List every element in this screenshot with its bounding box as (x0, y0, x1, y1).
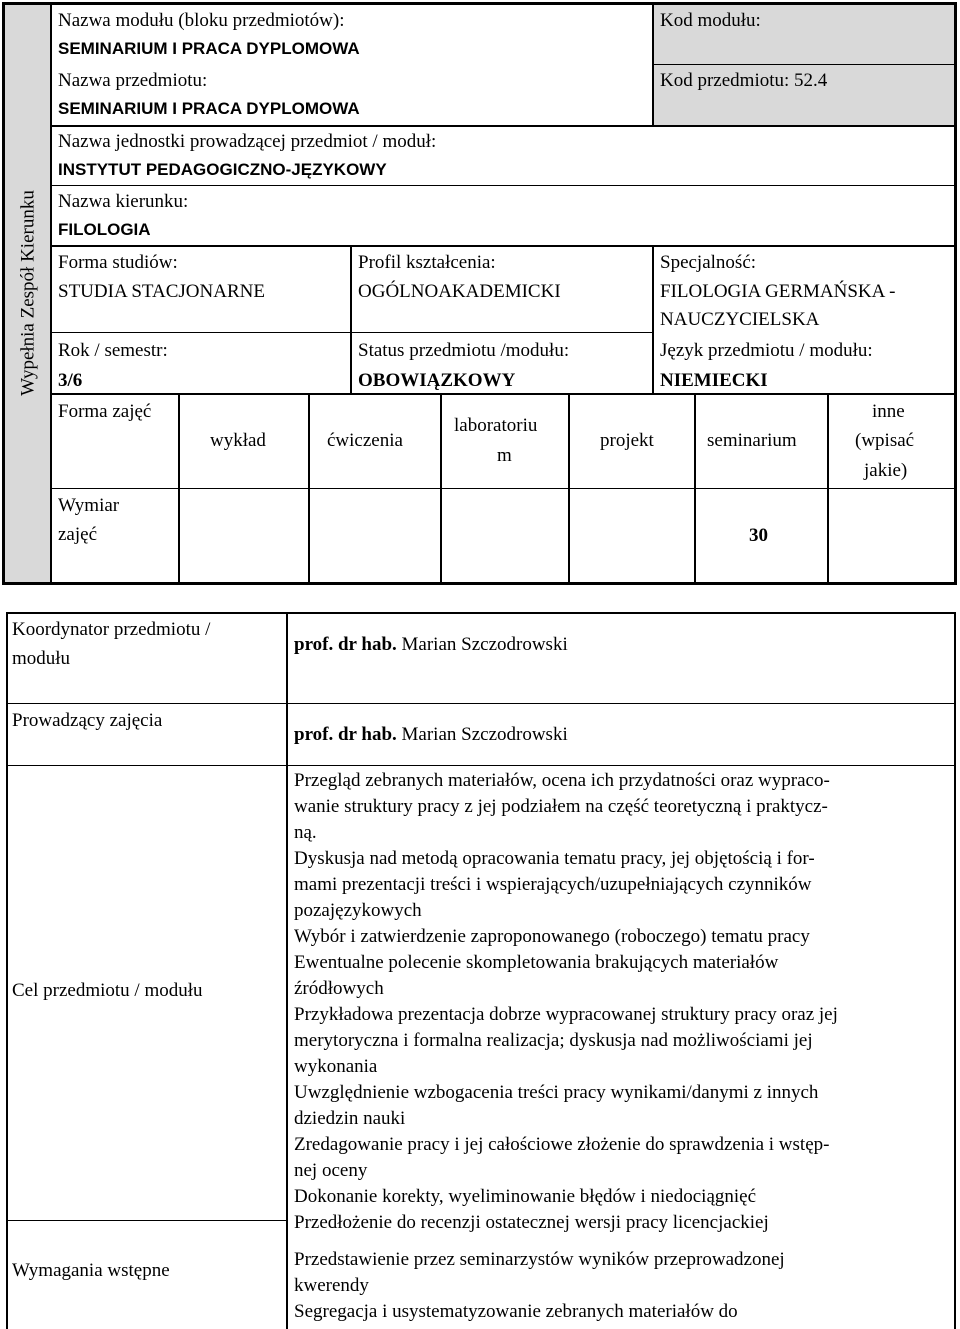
requirements-line: Segregacja i usystematyzowanie zebranych materiałów do (294, 1301, 738, 1322)
form-inne-2: (wpisać (855, 430, 915, 451)
study-form-label: Forma studiów: (58, 252, 178, 273)
form-inne-3: jakie) (864, 460, 908, 481)
coordinator-name-rest: Marian Szczodrowski (401, 634, 568, 655)
specialty-value-1: FILOLOGIA GERMAŃSKA - (660, 281, 896, 302)
module-name-value: SEMINARIUM I PRACA DYPLOMOWA (58, 39, 360, 58)
coordinator-value: prof. dr hab. Marian Szczodrowski (294, 634, 568, 655)
specialty-label: Specjalność: (660, 252, 757, 273)
goal-line: Dokonanie korekty, wyeliminowanie błędów i niedociągnięć (294, 1186, 757, 1207)
form-cwiczenia: ćwiczenia (327, 430, 403, 451)
side-label: Wypełnia Zespół Kierunku (17, 190, 39, 396)
unit-value: INSTYTUT PEDAGOGICZNO-JĘZYKOWY (58, 160, 387, 179)
goal-line: Uwzględnienie wzbogacenia treści pracy wynikami/danymi z innych (294, 1082, 819, 1103)
goal-line: merytoryczna i formalna realizacja; dyskusja nad możliwościami jej (294, 1030, 813, 1051)
goal-line: ną. (294, 822, 317, 843)
goal-line: Przykładowa prezentacja dobrze wypracowanej struktury pracy oraz jej (294, 1004, 838, 1025)
goal-line: Wybór i zatwierdzenie zaproponowanego (roboczego) tematu pracy (294, 926, 810, 947)
field-value: FILOLOGIA (58, 220, 151, 239)
hours-seminarium: 30 (749, 525, 768, 546)
teachers-name-rest: Marian Szczodrowski (401, 724, 568, 745)
field-label: Nazwa kierunku: (58, 191, 189, 212)
requirements-line: kwerendy (294, 1275, 369, 1296)
status-label: Status przedmiotu /modułu: (358, 340, 570, 361)
form-wyklad: wykład (210, 430, 266, 451)
goal-text (294, 768, 950, 1236)
goal-line: wykonania (294, 1056, 378, 1077)
form-projekt: projekt (600, 430, 654, 451)
status-value: OBOWIĄZKOWY (358, 370, 516, 391)
teachers-value: prof. dr hab. Marian Szczodrowski (294, 724, 568, 745)
goal-line: wanie struktury pracy z jej podziałem na część teoretyczną i praktycz- (294, 796, 828, 817)
coordinator-label-2: modułu (12, 648, 71, 669)
goal-line: Zredagowanie pracy i jej całościowe złożenie do sprawdzenia i wstęp- (294, 1134, 830, 1155)
form-seminarium: seminarium (707, 430, 797, 451)
year-label: Rok / semestr: (58, 340, 168, 361)
teachers-label: Prowadzący zajęcia (12, 710, 163, 731)
goal-line: Dyskusja nad metodą opracowania tematu pracy, jej objętością i for- (294, 848, 815, 869)
form-inne-1: inne (872, 401, 905, 422)
year-value: 3/6 (58, 370, 83, 391)
goal-line: Ewentualne polecenie skompletowania brakujących materiałów (294, 952, 779, 973)
goal-line: dziedzin nauki (294, 1108, 406, 1129)
requirements-line: Przedstawienie przez seminarzystów wyników przeprowadzonej (294, 1249, 785, 1270)
subject-name-value: SEMINARIUM I PRACA DYPLOMOWA (58, 99, 360, 118)
goal-line: Przegląd zebranych materiałów, ocena ich przydatności oraz wypraco- (294, 770, 830, 791)
goal-line: nej oceny (294, 1160, 368, 1181)
specialty-value-2: NAUCZYCIELSKA (660, 309, 820, 330)
subject-name-label: Nazwa przedmiotu: (58, 70, 208, 91)
requirements-text (294, 1247, 950, 1325)
goal-line: pozajęzykowych (294, 900, 422, 921)
study-form-value: STUDIA STACJONARNE (58, 281, 265, 302)
profile-label: Profil kształcenia: (358, 252, 496, 273)
goal-line: źródłowych (294, 978, 384, 999)
coordinator-label-1: Koordynator przedmiotu / (12, 619, 211, 640)
goal-line: Przedłożenie do recenzji ostatecznej wersji pracy licencjackiej (294, 1212, 769, 1233)
subject-code-label: Kod przedmiotu: 52.4 (660, 70, 828, 91)
form-lab-2: m (497, 445, 512, 466)
goal-label: Cel przedmiotu / modułu (12, 980, 203, 1001)
hours-label-2: zajęć (58, 524, 98, 545)
unit-label: Nazwa jednostki prowadzącej przedmiot / moduł: (58, 131, 437, 152)
requirements-label: Wymagania wstępne (12, 1260, 170, 1281)
forms-label: Forma zajęć (58, 401, 152, 422)
goal-line: mami prezentacji treści i wspierających/uzupełniających czynników (294, 874, 812, 895)
module-name-label: Nazwa modułu (bloku przedmiotów): (58, 10, 345, 31)
module-code-label: Kod modułu: (660, 10, 761, 31)
hours-label-1: Wymiar (58, 495, 120, 516)
form-lab-1: laboratoriu (454, 415, 538, 436)
profile-value: OGÓLNOAKADEMICKI (358, 281, 561, 302)
language-value: NIEMIECKI (660, 370, 768, 391)
language-label: Język przedmiotu / modułu: (660, 340, 873, 361)
